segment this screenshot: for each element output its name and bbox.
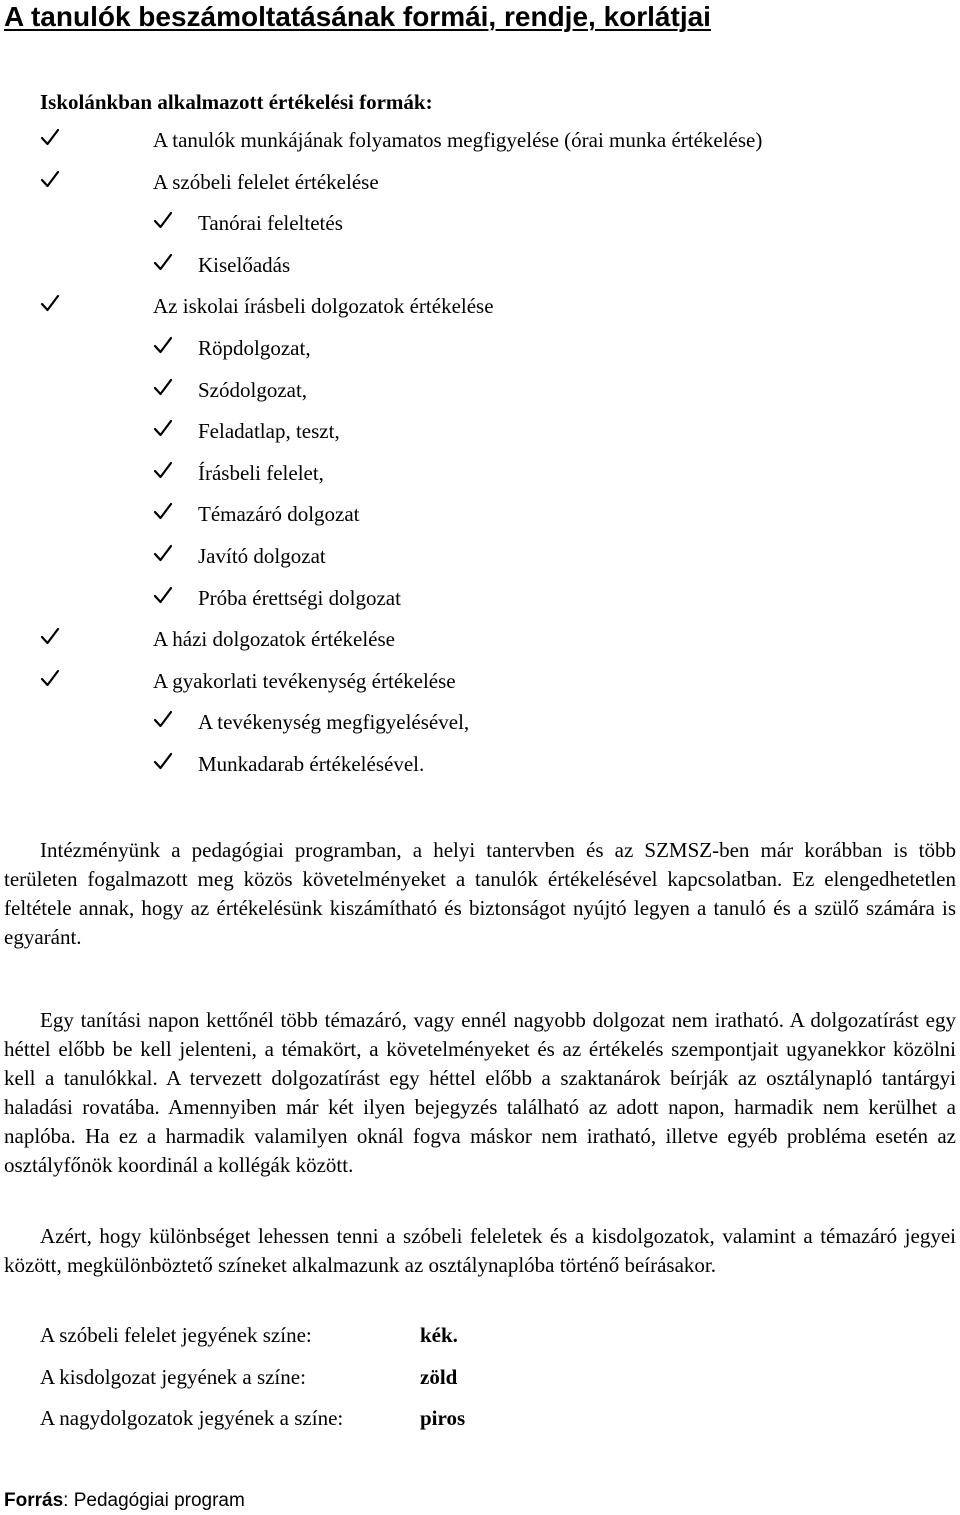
color-value: kék. (420, 1323, 458, 1347)
color-label: A nagydolgozatok jegyének a színe: (40, 1406, 344, 1430)
check-icon (153, 501, 173, 521)
color-value: piros (420, 1406, 466, 1430)
color-label: A kisdolgozat jegyének a színe: (40, 1364, 306, 1389)
source-label: Forrás (4, 1490, 64, 1511)
list-item (0, 332, 960, 374)
list-item-text: Röpdolgozat, (198, 335, 311, 360)
check-icon (153, 335, 173, 355)
check-icon (153, 252, 173, 272)
list-item-text: A tanulók munkájának folyamatos megfigyelése (órai munka értékelése) (153, 128, 763, 152)
list-item-text: Tanórai feleltetés (198, 211, 343, 236)
list-heading: Iskolánkban alkalmazott értékelési formák: (40, 90, 433, 114)
list-item (0, 374, 960, 416)
list-item-text: Munkadarab értékelésével. (198, 751, 425, 776)
list-item-text: Szódolgozat, (198, 377, 308, 402)
list-item (0, 498, 960, 540)
paragraph-test-scheduling: Egy tanítási napon kettőnél több témazáró, vagy ennél nagyobb dolgozat nem iratható. A dolgozatírást egy héttel előbb be kell jelenteni, a témakört, a követelményeket és az értékelés szempontjait ugyanekkor közölni kell a tanulókkal. A tervezett dolgozatírást egy héttel előbb a szaktanárok beírják az osztálynapló tantárgyi haladási rovatába. Amennyiben már két ilyen bejegyzés található az adott napon, harmadik nem kerülhet a naplóba. Ha ez a harmadik valamilyen oknál fogva máskor nem iratható, illetve egyéb probléma esetén az osztályfőnök koordinál a kollégák között. (4, 1008, 956, 1177)
list-item (0, 124, 960, 166)
list-item-text: A szóbeli felelet értékelése (153, 169, 379, 194)
paragraph-color-intro: Azért, hogy különbséget lehessen tenni a szóbeli feleletek és a kisdolgozatok, valamint a témazáró jegyei között, megkülönböztető színeket alkalmazunk az osztálynaplóba történő beírásakor. (4, 1224, 956, 1277)
list-item (0, 415, 960, 457)
list-item (0, 457, 960, 499)
check-icon (153, 585, 173, 605)
list-item (0, 748, 960, 790)
list-item (0, 540, 960, 582)
source-line (4, 1486, 245, 1515)
source-text: Pedagógiai program (73, 1490, 245, 1511)
color-label: A szóbeli felelet jegyének színe: (40, 1323, 312, 1347)
list-item (0, 582, 960, 624)
list-item-text: Feladatlap, teszt, (198, 419, 340, 444)
check-icon (40, 293, 60, 313)
list-item (0, 706, 960, 748)
check-icon (40, 169, 60, 189)
check-icon (40, 668, 60, 688)
list-item (0, 290, 960, 332)
check-icon (153, 751, 173, 771)
list-item-text: Témazáró dolgozat (198, 502, 360, 527)
list-item-text: Javító dolgozat (198, 543, 326, 568)
list-item (0, 166, 960, 208)
list-item (0, 207, 960, 249)
list-item-text: A tevékenység megfigyelésével, (198, 710, 470, 735)
list-item-text: A gyakorlati tevékenység értékelése (153, 668, 456, 693)
source-separator: : (63, 1490, 74, 1511)
evaluation-forms-list (0, 124, 960, 790)
list-item-text: A házi dolgozatok értékelése (153, 627, 395, 652)
list-item-text: Próba érettségi dolgozat (198, 585, 401, 610)
list-item (0, 665, 960, 707)
check-icon (153, 709, 173, 729)
check-icon (153, 460, 173, 480)
list-item (0, 249, 960, 291)
check-icon (153, 210, 173, 230)
check-icon (153, 377, 173, 397)
list-item-text: Kiselőadás (198, 252, 291, 277)
list-item-text: Írásbeli felelet, (198, 460, 324, 485)
list-item-text: Az iskolai írásbeli dolgozatok értékelése (153, 294, 494, 319)
check-icon (40, 626, 60, 646)
check-icon (40, 127, 60, 147)
check-icon (153, 418, 173, 438)
check-icon (153, 543, 173, 563)
color-value: zöld (420, 1364, 458, 1389)
list-item (0, 623, 960, 665)
page-title: A tanulók beszámoltatásának formái, rendje, korlátjai (4, 1, 711, 32)
paragraph-requirements: Intézményünk a pedagógiai programban, a helyi tantervben és az SZMSZ-ben már korábban is több területen fogalmazott meg közös követelményeket a tanulók értékelésével kapcsolatban. Ez elengedhetetlen feltétele annak, hogy az értékelésünk kiszámítható és biztonságot nyújtó legyen a tanuló és a szülő számára is egyaránt. (4, 838, 956, 949)
